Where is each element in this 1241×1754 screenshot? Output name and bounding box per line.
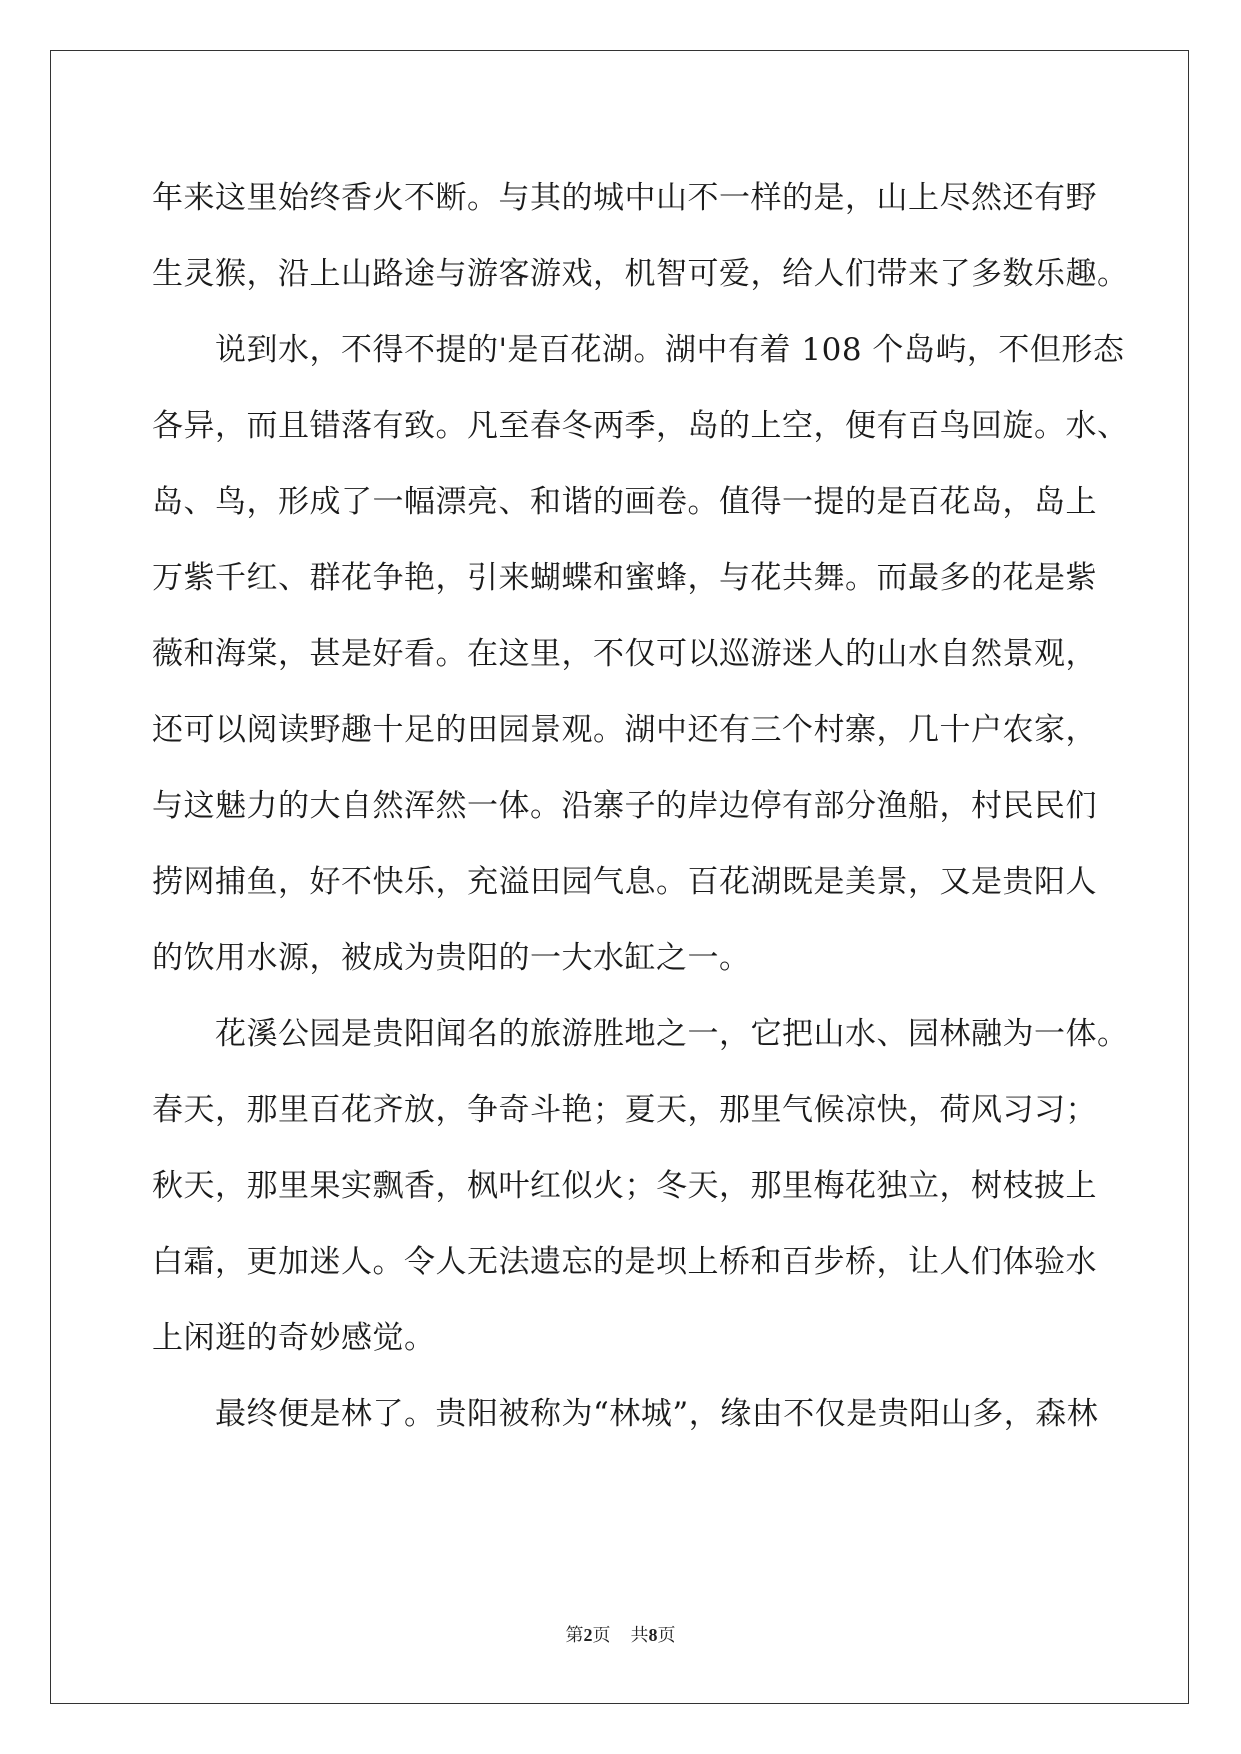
current-page-number: 2 bbox=[583, 1625, 593, 1645]
paragraph-start-line: 说到水，不得不提的'是百花湖。湖中有着 108 个岛屿，不但形态 bbox=[215, 332, 1125, 368]
text-line: 各异，而且错落有致。凡至春冬两季，岛的上空，便有百鸟回旋。水、 bbox=[152, 408, 1129, 444]
text-line: 捞网捕鱼，好不快乐，充溢田园气息。百花湖既是美景，又是贵阳人 bbox=[152, 864, 1097, 900]
total-page-count: 8 bbox=[648, 1625, 658, 1645]
text-line: 上闲逛的奇妙感觉。 bbox=[152, 1320, 436, 1356]
text-line: 还可以阅读野趣十足的田园景观。湖中还有三个村寨，几十户农家， bbox=[152, 712, 1097, 748]
text-line: 薇和海棠，甚是好看。在这里，不仅可以巡游迷人的山水自然景观， bbox=[152, 636, 1097, 672]
text-line: 的饮用水源，被成为贵阳的一大水缸之一。 bbox=[152, 940, 751, 976]
text-line: 万紫千红、群花争艳，引来蝴蝶和蜜蜂，与花共舞。而最多的花是紫 bbox=[152, 560, 1097, 596]
text-line: 春天，那里百花齐放，争奇斗艳；夏天，那里气候凉快，荷风习习； bbox=[152, 1092, 1097, 1128]
total-prefix: 共 bbox=[630, 1625, 649, 1645]
page-footer bbox=[0, 1621, 1241, 1647]
text-line: 年来这里始终香火不断。与其的城中山不一样的是，山上尽然还有野 bbox=[152, 180, 1097, 216]
text-line: 生灵猴，沿上山路途与游客游戏，机智可爱，给人们带来了多数乐趣。 bbox=[152, 256, 1129, 292]
total-suffix: 页 bbox=[657, 1625, 676, 1645]
text-line: 岛、鸟，形成了一幅漂亮、和谐的画卷。值得一提的是百花岛，岛上 bbox=[152, 484, 1097, 520]
text-line: 与这魅力的大自然浑然一体。沿寨子的岸边停有部分渔船，村民民们 bbox=[152, 788, 1097, 824]
page-prefix: 第 bbox=[565, 1625, 584, 1645]
text-line: 白霜，更加迷人。令人无法遗忘的是坝上桥和百步桥，让人们体验水 bbox=[152, 1244, 1097, 1280]
page-suffix: 页 bbox=[592, 1625, 611, 1645]
document-body bbox=[152, 160, 1129, 1452]
text-line: 秋天，那里果实飘香，枫叶红似火；冬天，那里梅花独立，树枝披上 bbox=[152, 1168, 1097, 1204]
paragraph-start-line: 花溪公园是贵阳闻名的旅游胜地之一，它把山水、园林融为一体。 bbox=[215, 1016, 1129, 1052]
paragraph-start-line: 最终便是林了。贵阳被称为“林城”，缘由不仅是贵阳山多，森林 bbox=[215, 1396, 1099, 1432]
